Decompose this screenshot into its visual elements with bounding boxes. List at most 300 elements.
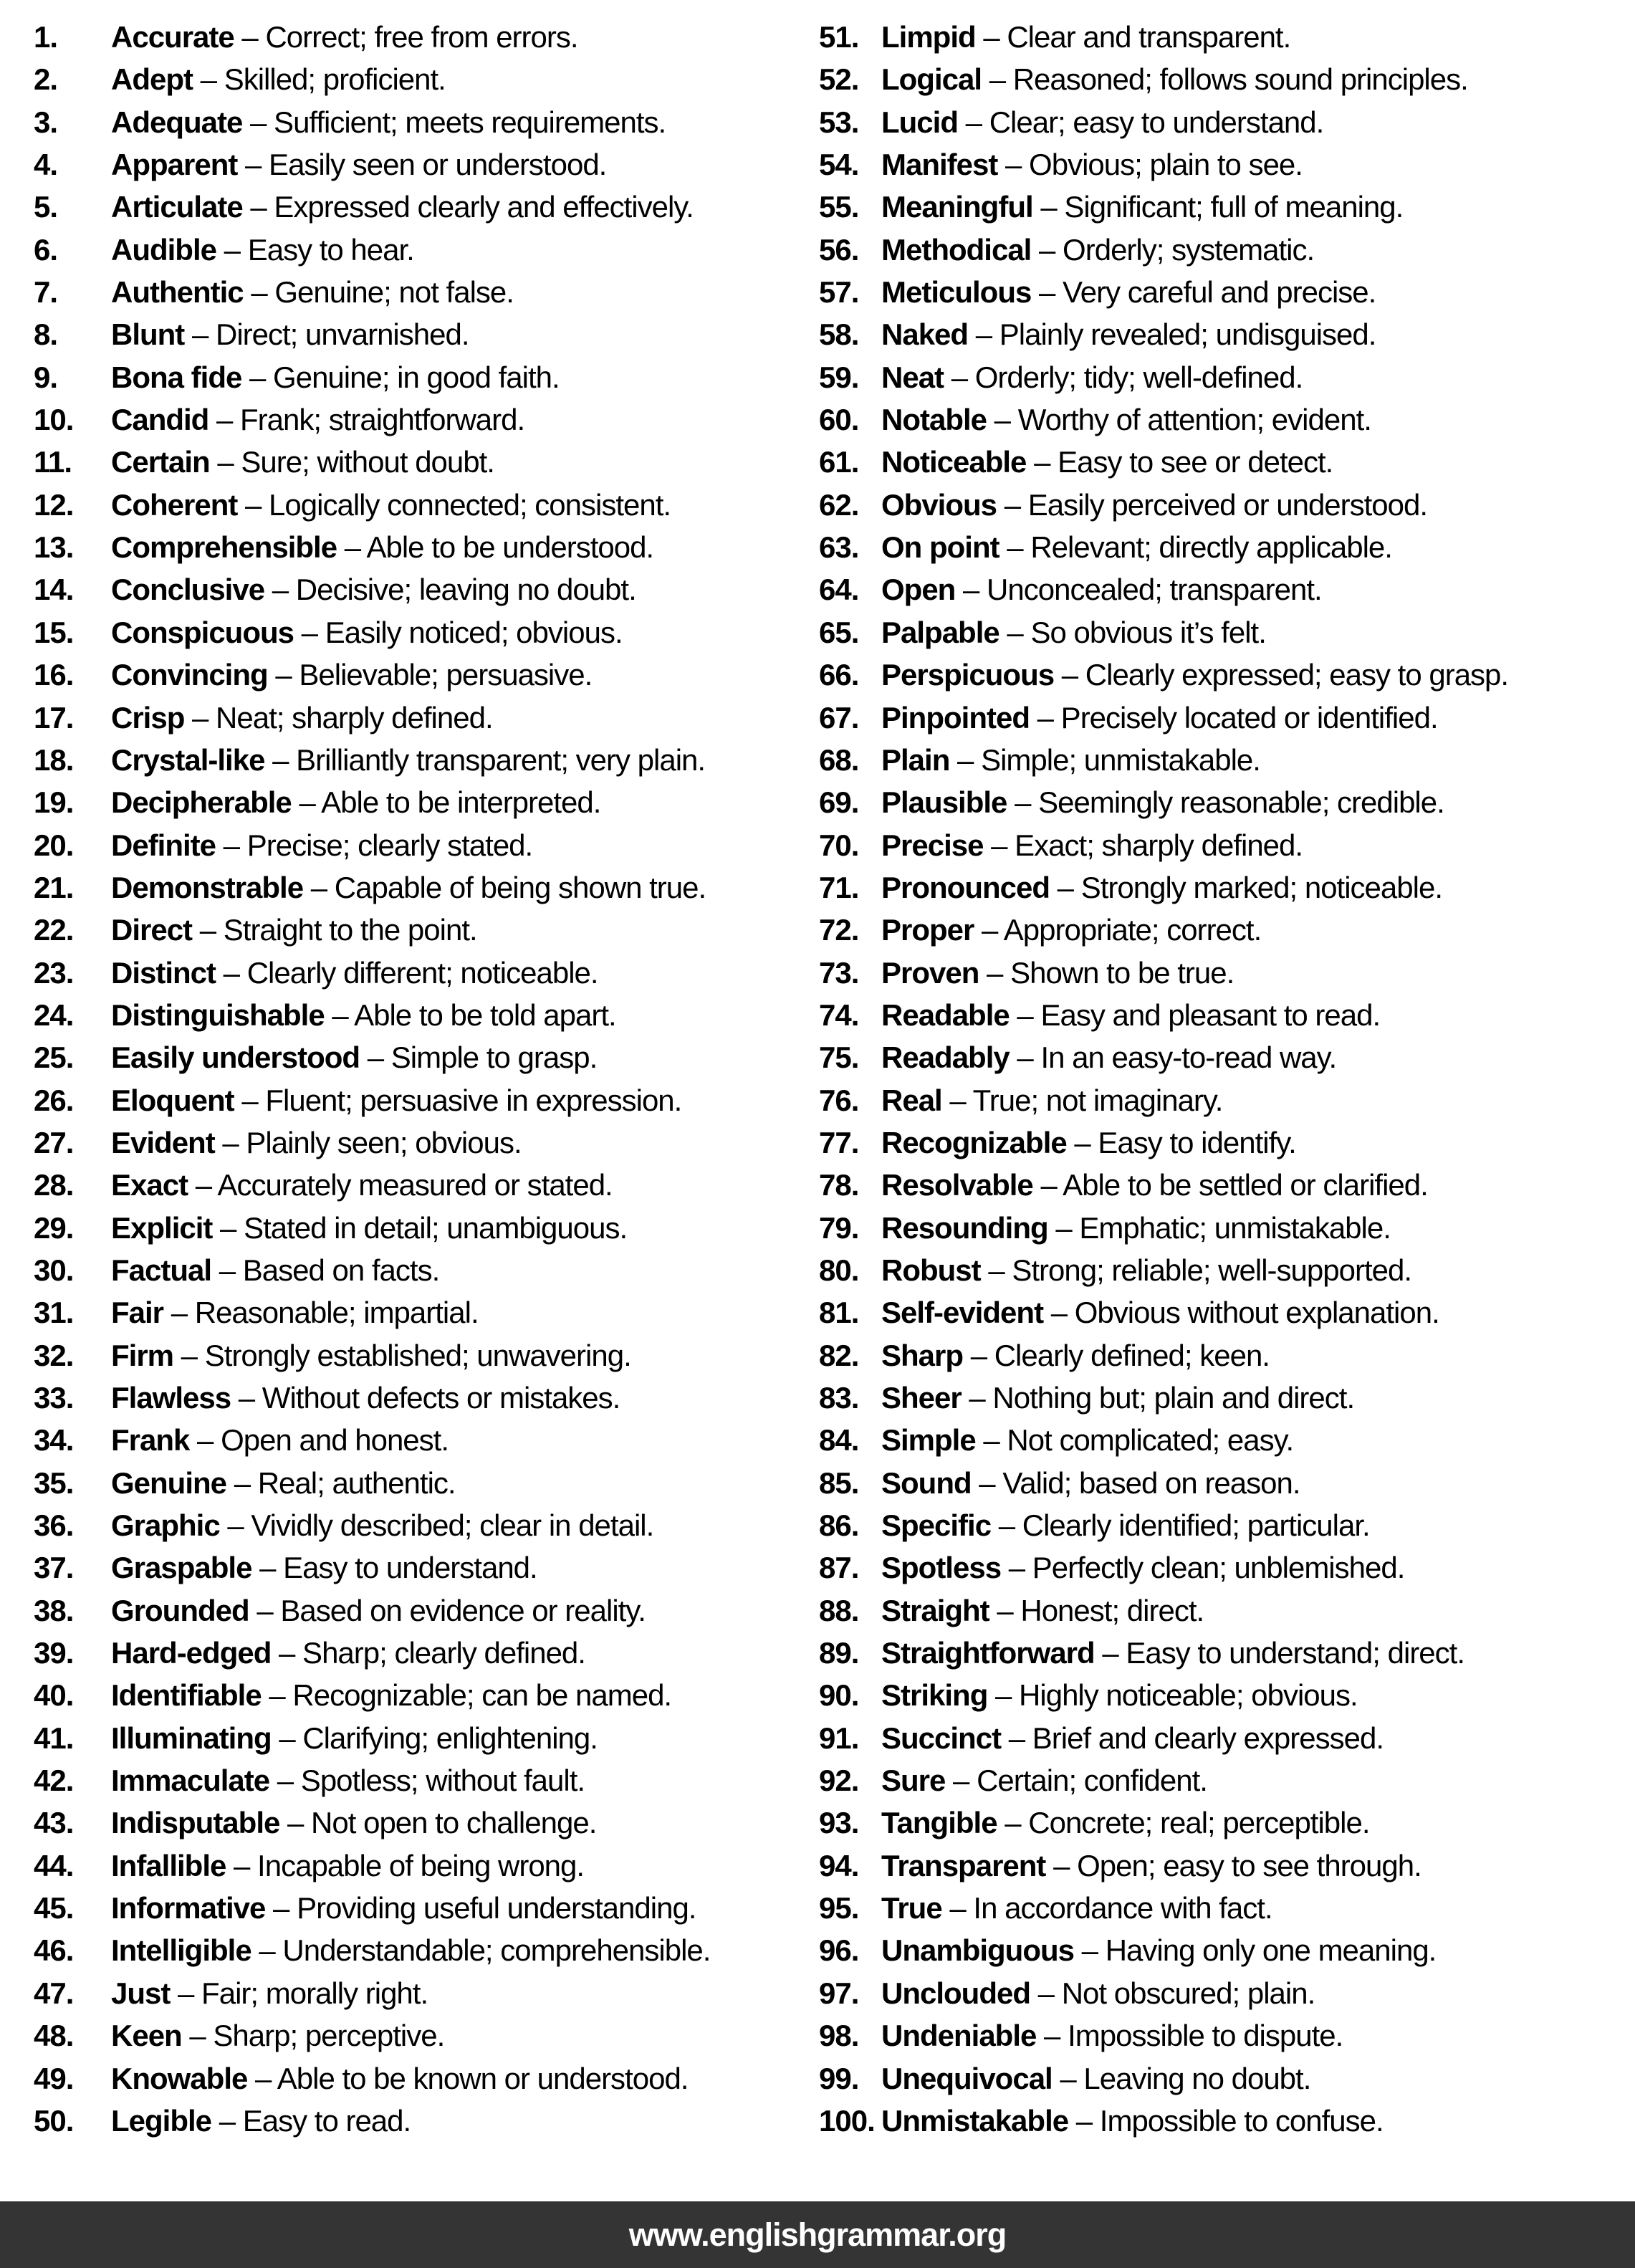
item-word: Palpable: [881, 615, 999, 649]
item-definition: Exact – Accurately measured or stated.: [111, 1168, 613, 1202]
list-item: [34, 1972, 710, 2014]
list-item: [819, 654, 1508, 696]
list-item: [819, 994, 1508, 1036]
item-number: 54.: [819, 148, 859, 182]
item-word: Graspable: [111, 1551, 252, 1585]
item-definition: Knowable – Able to be known or understood.: [111, 2061, 689, 2095]
item-word: True: [881, 1891, 942, 1925]
list-item: [34, 1419, 710, 1461]
list-item: [34, 1291, 710, 1334]
list-item: [34, 1036, 710, 1078]
list-item: [819, 1504, 1508, 1546]
list-item: [34, 1887, 710, 1929]
item-number: 71.: [819, 870, 859, 904]
item-number: 46.: [34, 1933, 74, 1968]
item-definition: Undeniable – Impossible to dispute.: [881, 2019, 1343, 2053]
item-word: Readable: [881, 997, 1010, 1032]
item-word: Certain: [111, 445, 210, 479]
item-number: 62.: [819, 487, 859, 522]
item-number: 39.: [34, 1636, 74, 1670]
item-number: 44.: [34, 1848, 74, 1882]
item-definition: Succinct – Brief and clearly expressed.: [881, 1721, 1384, 1755]
item-number: 33.: [34, 1381, 74, 1415]
item-word: Frank: [111, 1423, 190, 1458]
list-item: [819, 1462, 1508, 1504]
item-word: Spotless: [881, 1551, 1002, 1585]
item-word: Real: [881, 1083, 942, 1117]
item-number: 57.: [819, 275, 859, 310]
item-word: Succinct: [881, 1721, 1002, 1755]
item-number: 63.: [819, 530, 859, 565]
item-word: Unclouded: [881, 1976, 1030, 2010]
item-word: Conclusive: [111, 573, 265, 607]
item-word: Infallible: [111, 1848, 226, 1882]
list-item: [34, 101, 710, 143]
item-number: 95.: [819, 1891, 859, 1925]
item-definition: Tangible – Concrete; real; perceptible.: [881, 1806, 1370, 1840]
item-number: 42.: [34, 1764, 74, 1798]
item-number: 64.: [819, 573, 859, 607]
item-number: 24.: [34, 997, 74, 1032]
item-definition: Bona fide – Genuine; in good faith.: [111, 360, 560, 394]
list-item: [34, 16, 710, 58]
item-definition: Apparent – Easily seen or understood.: [111, 148, 607, 182]
item-word: Grounded: [111, 1593, 249, 1627]
item-definition: Explicit – Stated in detail; unambiguous.: [111, 1210, 628, 1245]
item-definition: Certain – Sure; without doubt.: [111, 445, 494, 479]
item-number: 37.: [34, 1551, 74, 1585]
list-item: [34, 1079, 710, 1121]
item-number: 9.: [34, 360, 58, 394]
item-number: 53.: [819, 105, 859, 139]
item-word: Definite: [111, 828, 216, 862]
list-item: [819, 611, 1508, 654]
item-definition: Proper – Appropriate; correct.: [881, 913, 1262, 947]
item-definition: Flawless – Without defects or mistakes.: [111, 1381, 620, 1415]
item-definition: Genuine – Real; authentic.: [111, 1465, 456, 1500]
item-word: Easily understood: [111, 1040, 360, 1075]
item-number: 13.: [34, 530, 74, 565]
item-word: Apparent: [111, 148, 238, 182]
item-definition: Sheer – Nothing but; plain and direct.: [881, 1381, 1355, 1415]
item-definition: Proven – Shown to be true.: [881, 955, 1234, 990]
item-definition: Unequivocal – Leaving no doubt.: [881, 2061, 1311, 2095]
list-item: [34, 1546, 710, 1589]
list-item: [819, 1121, 1508, 1164]
item-number: 91.: [819, 1721, 859, 1755]
item-word: Transparent: [881, 1848, 1046, 1882]
list-item: [819, 1036, 1508, 1078]
item-number: 36.: [34, 1508, 74, 1543]
item-word: Readably: [881, 1040, 1010, 1075]
item-word: Manifest: [881, 148, 998, 182]
item-definition: Sharp – Clearly defined; keen.: [881, 1338, 1270, 1372]
item-number: 16.: [34, 658, 74, 692]
item-definition: Striking – Highly noticeable; obvious.: [881, 1678, 1358, 1713]
list-item: [819, 526, 1508, 568]
item-number: 52.: [819, 62, 859, 97]
item-number: 47.: [34, 1976, 74, 2010]
item-word: Resolvable: [881, 1168, 1033, 1202]
list-item: [34, 1632, 710, 1674]
list-item: [819, 1674, 1508, 1716]
item-definition: Precise – Exact; sharply defined.: [881, 828, 1303, 862]
list-item: [34, 824, 710, 866]
list-item: [819, 398, 1508, 441]
list-item: [34, 229, 710, 271]
list-item: [34, 909, 710, 951]
list-item: [819, 1377, 1508, 1419]
item-definition: Graspable – Easy to understand.: [111, 1551, 537, 1585]
item-word: Distinguishable: [111, 997, 325, 1032]
item-definition: Real – True; not imaginary.: [881, 1083, 1223, 1117]
item-definition: Obvious – Easily perceived or understood.: [881, 487, 1428, 522]
word-list-column-left: [34, 16, 710, 2142]
item-word: Decipherable: [111, 785, 292, 820]
item-word: Fair: [111, 1296, 164, 1330]
list-item: [819, 909, 1508, 951]
item-word: Proven: [881, 955, 979, 990]
item-word: Firm: [111, 1338, 174, 1372]
list-item: [34, 186, 710, 228]
item-word: Tangible: [881, 1806, 997, 1840]
item-definition: Indisputable – Not open to challenge.: [111, 1806, 597, 1840]
word-list-column-right: [819, 16, 1508, 2142]
item-number: 11.: [34, 445, 72, 479]
list-item: [819, 1972, 1508, 2014]
item-number: 55.: [819, 190, 859, 224]
list-item: [34, 526, 710, 568]
item-number: 32.: [34, 1338, 74, 1372]
item-number: 14.: [34, 573, 74, 607]
item-word: On point: [881, 530, 999, 565]
item-definition: Informative – Providing useful understanding.: [111, 1891, 696, 1925]
item-definition: Legible – Easy to read.: [111, 2103, 411, 2138]
list-item: [819, 739, 1508, 781]
list-item: [34, 1929, 710, 1971]
item-number: 79.: [819, 1210, 859, 1245]
list-item: [34, 781, 710, 823]
list-item: [34, 398, 710, 441]
item-number: 76.: [819, 1083, 859, 1117]
item-definition: Just – Fair; morally right.: [111, 1976, 428, 2010]
item-number: 98.: [819, 2019, 859, 2053]
item-number: 19.: [34, 785, 74, 820]
item-word: Factual: [111, 1253, 212, 1287]
item-number: 15.: [34, 615, 74, 649]
item-definition: Convincing – Believable; persuasive.: [111, 658, 593, 692]
list-item: [819, 2100, 1508, 2142]
list-item: [34, 1121, 710, 1164]
item-number: 48.: [34, 2019, 74, 2053]
item-word: Explicit: [111, 1210, 213, 1245]
item-number: 5.: [34, 190, 58, 224]
list-item: [34, 356, 710, 398]
list-item: [34, 271, 710, 313]
list-item: [819, 1589, 1508, 1632]
item-number: 25.: [34, 1040, 74, 1075]
item-number: 21.: [34, 870, 74, 904]
item-word: Noticeable: [881, 445, 1027, 479]
item-word: Sharp: [881, 1338, 964, 1372]
item-word: Illuminating: [111, 1721, 272, 1755]
item-word: Perspicuous: [881, 658, 1055, 692]
item-definition: Infallible – Incapable of being wrong.: [111, 1848, 585, 1882]
item-definition: Decipherable – Able to be interpreted.: [111, 785, 601, 820]
item-definition: Hard-edged – Sharp; clearly defined.: [111, 1636, 585, 1670]
item-word: Self-evident: [881, 1296, 1044, 1330]
item-definition: Readable – Easy and pleasant to read.: [881, 997, 1381, 1032]
list-item: [34, 484, 710, 526]
item-definition: Comprehensible – Able to be understood.: [111, 530, 654, 565]
item-definition: Open – Unconcealed; transparent.: [881, 573, 1322, 607]
item-word: Lucid: [881, 105, 958, 139]
item-number: 99.: [819, 2061, 859, 2095]
footer-bar: [0, 2201, 1635, 2268]
item-word: Conspicuous: [111, 615, 294, 649]
list-item: [819, 1887, 1508, 1929]
item-definition: Straight – Honest; direct.: [881, 1593, 1204, 1627]
list-item: [819, 313, 1508, 355]
item-definition: Plausible – Seemingly reasonable; credible.: [881, 785, 1444, 820]
item-number: 50.: [34, 2103, 74, 2138]
item-word: Meticulous: [881, 275, 1032, 310]
list-item: [34, 1759, 710, 1802]
list-item: [34, 1589, 710, 1632]
item-number: 59.: [819, 360, 859, 394]
list-item: [819, 271, 1508, 313]
item-number: 23.: [34, 955, 74, 990]
item-definition: Resolvable – Able to be settled or clarified.: [881, 1168, 1428, 1202]
item-definition: Methodical – Orderly; systematic.: [881, 232, 1315, 267]
item-definition: Immaculate – Spotless; without fault.: [111, 1764, 585, 1798]
item-definition: Pronounced – Strongly marked; noticeable.: [881, 870, 1442, 904]
item-number: 88.: [819, 1593, 859, 1627]
list-item: [819, 186, 1508, 228]
item-number: 75.: [819, 1040, 859, 1075]
item-word: Just: [111, 1976, 171, 2010]
item-definition: Distinct – Clearly different; noticeable.: [111, 955, 598, 990]
list-item: [819, 143, 1508, 186]
item-number: 38.: [34, 1593, 74, 1627]
list-item: [34, 1334, 710, 1377]
item-word: Crisp: [111, 700, 185, 735]
item-definition: Grounded – Based on evidence or reality.: [111, 1593, 646, 1627]
item-word: Striking: [881, 1678, 988, 1713]
item-number: 80.: [819, 1253, 859, 1287]
item-number: 70.: [819, 828, 859, 862]
item-definition: Limpid – Clear and transparent.: [881, 20, 1291, 54]
item-definition: Pinpointed – Precisely located or identified.: [881, 700, 1438, 735]
item-definition: Accurate – Correct; free from errors.: [111, 20, 578, 54]
item-word: Convincing: [111, 658, 268, 692]
item-number: 27.: [34, 1125, 74, 1159]
list-item: [819, 1334, 1508, 1377]
list-item: [34, 568, 710, 611]
item-definition: Resounding – Emphatic; unmistakable.: [881, 1210, 1391, 1245]
item-number: 34.: [34, 1423, 74, 1458]
item-word: Undeniable: [881, 2019, 1037, 2053]
item-number: 86.: [819, 1508, 859, 1543]
item-definition: Unclouded – Not obscured; plain.: [881, 1976, 1315, 2010]
item-definition: On point – Relevant; directly applicable.: [881, 530, 1392, 565]
item-definition: Transparent – Open; easy to see through.: [881, 1848, 1421, 1882]
item-word: Blunt: [111, 317, 185, 352]
item-definition: Specific – Clearly identified; particular.: [881, 1508, 1370, 1543]
list-item: [34, 1504, 710, 1546]
item-word: Pinpointed: [881, 700, 1030, 735]
item-number: 83.: [819, 1381, 859, 1415]
item-definition: Meticulous – Very careful and precise.: [881, 275, 1376, 310]
item-definition: Spotless – Perfectly clean; unblemished.: [881, 1551, 1405, 1585]
list-item: [34, 1462, 710, 1504]
item-word: Meaningful: [881, 190, 1033, 224]
item-word: Plain: [881, 742, 950, 777]
item-definition: Adequate – Sufficient; meets requirements.: [111, 105, 666, 139]
item-number: 17.: [34, 700, 74, 735]
list-item: [819, 1759, 1508, 1802]
item-number: 68.: [819, 742, 859, 777]
list-item: [34, 2057, 710, 2100]
list-item: [819, 1291, 1508, 1334]
item-definition: Distinguishable – Able to be told apart.: [111, 997, 616, 1032]
item-number: 94.: [819, 1848, 859, 1882]
list-item: [34, 654, 710, 696]
item-number: 6.: [34, 232, 58, 267]
item-definition: Eloquent – Fluent; persuasive in expression.: [111, 1083, 682, 1117]
list-item: [34, 952, 710, 994]
item-number: 65.: [819, 615, 859, 649]
item-word: Accurate: [111, 20, 234, 54]
item-number: 41.: [34, 1721, 74, 1755]
list-item: [819, 1632, 1508, 1674]
item-word: Recognizable: [881, 1125, 1067, 1159]
item-number: 4.: [34, 148, 58, 182]
item-definition: Noticeable – Easy to see or detect.: [881, 445, 1333, 479]
item-word: Coherent: [111, 487, 238, 522]
list-item: [34, 1674, 710, 1716]
list-item: [819, 568, 1508, 611]
list-item: [819, 101, 1508, 143]
list-item: [34, 1377, 710, 1419]
item-number: 56.: [819, 232, 859, 267]
list-item: [34, 1249, 710, 1291]
item-definition: Sound – Valid; based on reason.: [881, 1465, 1300, 1500]
item-definition: Demonstrable – Capable of being shown true.: [111, 870, 706, 904]
item-number: 72.: [819, 913, 859, 947]
item-number: 7.: [34, 275, 58, 310]
list-item: [819, 952, 1508, 994]
item-word: Neat: [881, 360, 944, 394]
item-definition: Identifiable – Recognizable; can be named.: [111, 1678, 672, 1713]
list-item: [34, 441, 710, 483]
item-number: 87.: [819, 1551, 859, 1585]
item-number: 18.: [34, 742, 74, 777]
item-definition: Robust – Strong; reliable; well-supported.: [881, 1253, 1411, 1287]
list-item: [819, 781, 1508, 823]
list-item: [34, 1207, 710, 1249]
item-number: 2.: [34, 62, 58, 97]
item-definition: Fair – Reasonable; impartial.: [111, 1296, 479, 1330]
list-item: [819, 1844, 1508, 1887]
list-item: [34, 143, 710, 186]
item-word: Flawless: [111, 1381, 231, 1415]
item-word: Notable: [881, 403, 987, 437]
item-definition: Logical – Reasoned; follows sound principles.: [881, 62, 1468, 97]
item-word: Knowable: [111, 2061, 248, 2095]
item-number: 61.: [819, 445, 859, 479]
item-number: 100.: [819, 2103, 875, 2138]
item-word: Distinct: [111, 955, 216, 990]
item-definition: Direct – Straight to the point.: [111, 913, 477, 947]
item-word: Authentic: [111, 275, 244, 310]
list-item: [819, 824, 1508, 866]
item-number: 82.: [819, 1338, 859, 1372]
item-definition: Coherent – Logically connected; consistent.: [111, 487, 671, 522]
item-word: Robust: [881, 1253, 981, 1287]
item-number: 29.: [34, 1210, 74, 1245]
item-definition: Articulate – Expressed clearly and effectively.: [111, 190, 694, 224]
item-definition: Illuminating – Clarifying; enlightening.: [111, 1721, 598, 1755]
list-item: [819, 1717, 1508, 1759]
item-number: 78.: [819, 1168, 859, 1202]
item-definition: Sure – Certain; confident.: [881, 1764, 1207, 1798]
list-item: [819, 229, 1508, 271]
item-word: Intelligible: [111, 1933, 251, 1968]
item-definition: Lucid – Clear; easy to understand.: [881, 105, 1324, 139]
item-number: 10.: [34, 403, 74, 437]
item-definition: Unmistakable – Impossible to confuse.: [881, 2103, 1384, 2138]
item-definition: Definite – Precise; clearly stated.: [111, 828, 533, 862]
item-word: Resounding: [881, 1210, 1048, 1245]
item-number: 93.: [819, 1806, 859, 1840]
website-url: www.englishgrammar.org: [628, 2216, 1007, 2253]
item-word: Methodical: [881, 232, 1032, 267]
item-number: 66.: [819, 658, 859, 692]
item-number: 28.: [34, 1168, 74, 1202]
item-definition: Factual – Based on facts.: [111, 1253, 440, 1287]
item-word: Sheer: [881, 1381, 962, 1415]
item-word: Logical: [881, 62, 982, 97]
item-number: 73.: [819, 955, 859, 990]
item-definition: Perspicuous – Clearly expressed; easy to grasp.: [881, 658, 1509, 692]
item-word: Immaculate: [111, 1764, 270, 1798]
item-word: Unequivocal: [881, 2061, 1053, 2095]
item-word: Audible: [111, 232, 216, 267]
item-word: Proper: [881, 913, 974, 947]
item-number: 84.: [819, 1423, 859, 1458]
item-word: Keen: [111, 2019, 182, 2053]
item-number: 96.: [819, 1933, 859, 1968]
list-item: [819, 484, 1508, 526]
item-word: Articulate: [111, 190, 243, 224]
item-number: 58.: [819, 317, 859, 352]
item-number: 60.: [819, 403, 859, 437]
item-word: Limpid: [881, 20, 976, 54]
item-word: Direct: [111, 913, 193, 947]
item-word: Specific: [881, 1508, 992, 1543]
item-word: Open: [881, 573, 956, 607]
item-number: 12.: [34, 487, 74, 522]
item-definition: Keen – Sharp; perceptive.: [111, 2019, 445, 2053]
item-word: Legible: [111, 2103, 212, 2138]
item-number: 77.: [819, 1125, 859, 1159]
item-number: 31.: [34, 1296, 74, 1330]
item-definition: Conspicuous – Easily noticed; obvious.: [111, 615, 623, 649]
item-number: 89.: [819, 1636, 859, 1670]
list-item: [34, 1844, 710, 1887]
item-definition: True – In accordance with fact.: [881, 1891, 1272, 1925]
